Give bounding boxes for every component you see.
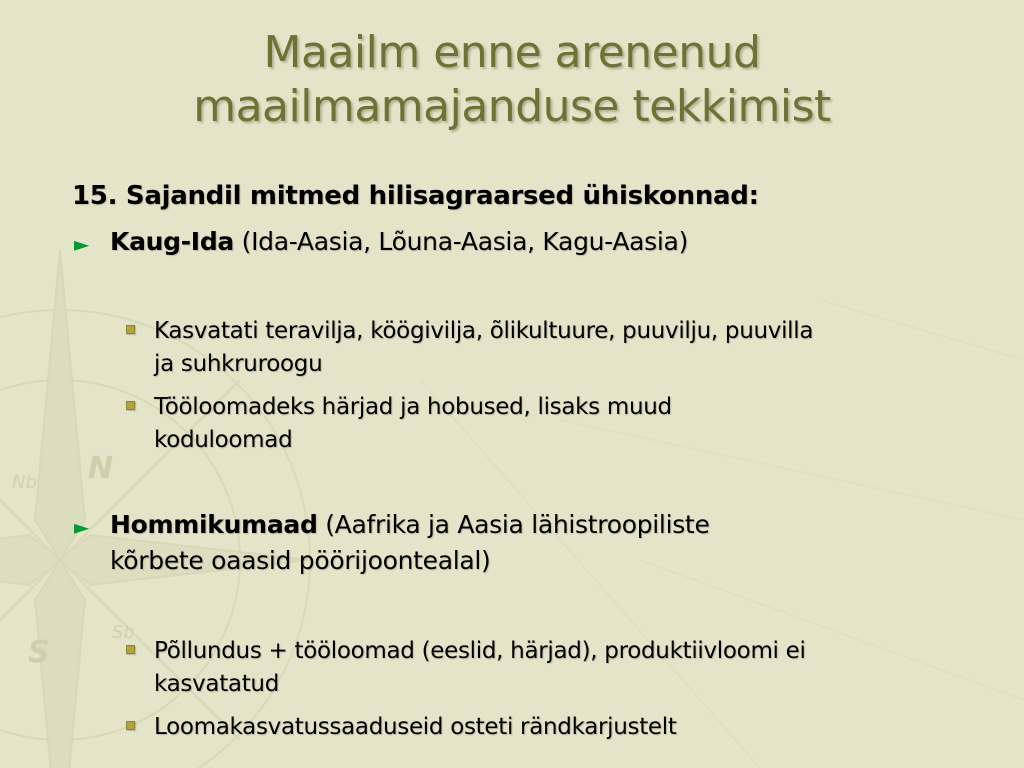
section-kaug-ida-description: (Ida-Aasia, Lõuna-Aasia, Kagu-Aasia) bbox=[233, 227, 689, 256]
kaug-ida-item-1-line-2: ja suhkruroogu bbox=[154, 351, 323, 377]
section-hommikumaad-title: Hommikumaad bbox=[110, 510, 318, 539]
square-bullet-icon bbox=[126, 325, 135, 334]
section-kaug-ida bbox=[110, 224, 688, 260]
arrow-bullet-icon: ► bbox=[74, 232, 90, 256]
kaug-ida-item-2-line-2: koduloomad bbox=[154, 427, 293, 453]
square-bullet-icon bbox=[126, 401, 135, 410]
hommikumaad-item-2-line-1: Loomakasvatussaaduseid osteti rändkarjustelt bbox=[154, 714, 677, 740]
kaug-ida-item-1-line-1: Kasvatati teravilja, köögivilja, õlikultuure, puuvilju, puuvilla bbox=[154, 318, 814, 344]
slide-title-line-2: maailmamajanduse tekkimist bbox=[193, 81, 831, 132]
kaug-ida-item-2-line-1: Tööloomadeks härjad ja hobused, lisaks muud bbox=[154, 394, 672, 420]
compass-s-letter: S bbox=[28, 635, 50, 670]
compass-sb-letter: Sb bbox=[112, 622, 135, 643]
hommikumaad-item-1-line-2: kasvatatud bbox=[154, 671, 280, 697]
compass-n-letter: N bbox=[88, 451, 114, 486]
section-hommikumaad-description-line-2: kõrbete oaasid pöörijoontealal) bbox=[110, 546, 491, 575]
body-heading: 15. Sajandil mitmed hilisagraarsed ühiskonnad: bbox=[72, 181, 759, 211]
section-hommikumaad-description: (Aafrika ja Aasia lähistroopiliste bbox=[317, 510, 710, 539]
section-kaug-ida-title: Kaug-Ida bbox=[110, 227, 234, 256]
hommikumaad-item-1-line-1: Põllundus + tööloomad (eeslid, härjad), produktiivloomi ei bbox=[154, 638, 806, 664]
section-hommikumaad bbox=[110, 507, 710, 543]
arrow-bullet-icon: ► bbox=[74, 515, 90, 539]
square-bullet-icon bbox=[126, 645, 135, 654]
slide-title-line-1: Maailm enne arenenud bbox=[263, 27, 761, 78]
square-bullet-icon bbox=[126, 721, 135, 730]
compass-nb-letter: Nb bbox=[12, 472, 37, 493]
